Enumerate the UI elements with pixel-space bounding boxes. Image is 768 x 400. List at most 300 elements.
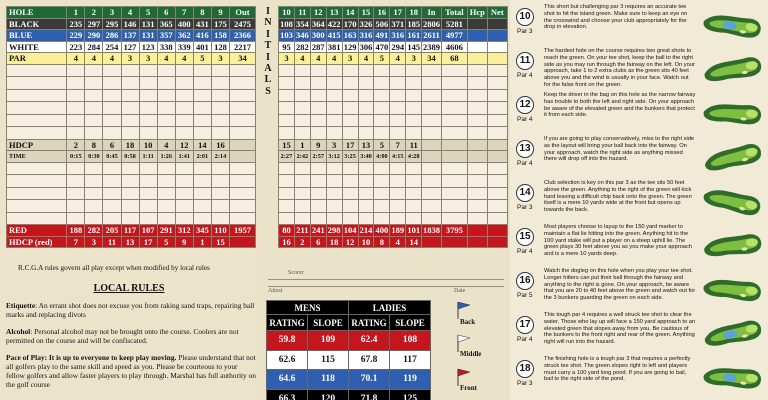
front-par-row-cell: 4 — [85, 53, 103, 65]
rating-cell: 67.8 — [349, 350, 390, 370]
score-entry-cell[interactable] — [279, 127, 295, 140]
score-entry-cell[interactable] — [422, 175, 442, 188]
score-entry-cell[interactable] — [310, 175, 326, 188]
score-entry-cell[interactable] — [441, 175, 467, 188]
score-entry-cell[interactable] — [487, 102, 507, 115]
score-entry-cell[interactable] — [467, 114, 487, 127]
score-entry-cell[interactable] — [294, 212, 310, 225]
score-entry-cell[interactable] — [139, 187, 157, 200]
score-entry-cell[interactable] — [211, 162, 229, 175]
score-entry-cell[interactable] — [422, 77, 442, 90]
front-nine-scorecard — [6, 6, 256, 248]
score-entry-cell[interactable] — [211, 64, 229, 77]
score-entry-cell[interactable] — [310, 77, 326, 90]
score-entry-cell[interactable] — [467, 212, 487, 225]
score-entry-cell[interactable] — [441, 127, 467, 140]
score-entry-cell[interactable] — [342, 212, 358, 225]
score-entry-cell[interactable] — [67, 175, 85, 188]
front-hdcp-red-row-cell: 1 — [193, 236, 211, 248]
hole-12-guide — [510, 90, 768, 134]
score-entry-cell[interactable] — [294, 89, 310, 102]
score-entry-cell[interactable] — [358, 175, 374, 188]
score-entry-cell[interactable] — [193, 200, 211, 213]
rating-cell: 70.1 — [349, 370, 390, 390]
score-entry-cell[interactable] — [121, 64, 139, 77]
front-red-tee-row-cell: RED — [7, 225, 67, 237]
score-entry-cell[interactable] — [374, 127, 390, 140]
score-entry-cell[interactable] — [406, 64, 422, 77]
score-entry-cell[interactable] — [342, 77, 358, 90]
score-entry-cell[interactable] — [342, 114, 358, 127]
score-entry-cell[interactable] — [279, 114, 295, 127]
score-entry-cell[interactable] — [294, 200, 310, 213]
score-entry-cell[interactable] — [157, 64, 175, 77]
score-entry-cell[interactable] — [294, 102, 310, 115]
score-entry-cell[interactable] — [175, 64, 193, 77]
back-header-row-cell: 11 — [294, 7, 310, 19]
score-entry-cell[interactable] — [7, 212, 67, 225]
score-entry-cell[interactable] — [374, 102, 390, 115]
score-entry-cell[interactable] — [85, 102, 103, 115]
score-entry-cell[interactable] — [310, 89, 326, 102]
score-entry-cell[interactable] — [211, 175, 229, 188]
score-entry-cell[interactable] — [279, 102, 295, 115]
score-entry-cell[interactable] — [193, 114, 211, 127]
score-entry-cell[interactable] — [139, 64, 157, 77]
back-hdcp-row-cell — [467, 139, 487, 151]
score-entry-cell[interactable] — [139, 200, 157, 213]
front-hdcp-row-cell: 18 — [121, 139, 139, 151]
score-entry-cell[interactable] — [326, 102, 342, 115]
score-entry-cell[interactable] — [157, 200, 175, 213]
score-entry-cell[interactable] — [121, 89, 139, 102]
score-entry-cell[interactable] — [390, 89, 406, 102]
score-entry-cell[interactable] — [7, 162, 67, 175]
score-entry-cell[interactable] — [467, 200, 487, 213]
back-time-row-cell: 2:57 — [310, 151, 326, 163]
score-entry-cell[interactable] — [85, 114, 103, 127]
score-entry-cell[interactable] — [422, 212, 442, 225]
score-entry-cell[interactable] — [358, 89, 374, 102]
score-entry-cell[interactable] — [390, 102, 406, 115]
score-entry-cell[interactable] — [326, 187, 342, 200]
score-entry-cell[interactable] — [342, 102, 358, 115]
score-entry-cell[interactable] — [229, 77, 255, 90]
score-entry-cell[interactable] — [121, 162, 139, 175]
score-entry-cell[interactable] — [7, 64, 67, 77]
score-entry-cell[interactable] — [390, 77, 406, 90]
score-entry-cell[interactable] — [342, 175, 358, 188]
score-entry-cell[interactable] — [7, 89, 67, 102]
score-entry-cell[interactable] — [310, 187, 326, 200]
score-entry-cell[interactable] — [139, 175, 157, 188]
score-entry-cell[interactable] — [342, 187, 358, 200]
score-entry-cell[interactable] — [279, 200, 295, 213]
score-entry-cell[interactable] — [229, 114, 255, 127]
score-entry-cell[interactable] — [139, 127, 157, 140]
score-entry-cell[interactable] — [67, 64, 85, 77]
score-entry-cell[interactable] — [175, 212, 193, 225]
score-entry-cell[interactable] — [294, 77, 310, 90]
score-entry-cell[interactable] — [326, 162, 342, 175]
score-entry-cell[interactable] — [310, 127, 326, 140]
score-entry-cell[interactable] — [441, 187, 467, 200]
score-entry-cell[interactable] — [67, 212, 85, 225]
score-entry-cell[interactable] — [422, 187, 442, 200]
score-entry-cell[interactable] — [374, 212, 390, 225]
score-entry-cell[interactable] — [358, 127, 374, 140]
score-entry-cell[interactable] — [7, 102, 67, 115]
score-entry-cell[interactable] — [193, 64, 211, 77]
score-entry-cell[interactable] — [374, 200, 390, 213]
score-entry-cell[interactable] — [422, 89, 442, 102]
score-entry-cell[interactable] — [326, 212, 342, 225]
score-entry-cell[interactable] — [310, 114, 326, 127]
score-entry-cell[interactable] — [193, 102, 211, 115]
back-header-row-cell: 16 — [374, 7, 390, 19]
attest-line[interactable] — [268, 286, 504, 287]
score-entry-cell[interactable] — [211, 200, 229, 213]
score-entry-cell[interactable] — [175, 114, 193, 127]
score-entry-cell[interactable] — [121, 212, 139, 225]
score-entry-cell[interactable] — [467, 64, 487, 77]
score-entry-cell[interactable] — [487, 175, 507, 188]
score-entry-cell[interactable] — [193, 212, 211, 225]
score-entry-cell[interactable] — [374, 187, 390, 200]
score-entry-cell[interactable] — [358, 64, 374, 77]
score-entry-cell[interactable] — [467, 102, 487, 115]
score-entry-cell[interactable] — [85, 127, 103, 140]
score-entry-cell[interactable] — [390, 64, 406, 77]
score-entry-cell[interactable] — [211, 102, 229, 115]
score-entry-cell[interactable] — [193, 175, 211, 188]
score-entry-cell[interactable] — [467, 127, 487, 140]
score-entry-cell[interactable] — [67, 102, 85, 115]
score-entry-cell[interactable] — [310, 102, 326, 115]
back-par-row-cell: 4 — [390, 53, 406, 65]
score-entry-cell[interactable] — [294, 127, 310, 140]
score-entry-cell[interactable] — [229, 212, 255, 225]
score-entry-cell[interactable] — [211, 77, 229, 90]
score-entry-cell[interactable] — [67, 114, 85, 127]
front-white-tee-row-cell: 128 — [211, 41, 229, 53]
score-entry-cell[interactable] — [358, 114, 374, 127]
score-entry-cell[interactable] — [294, 162, 310, 175]
score-entry-cell[interactable] — [229, 187, 255, 200]
score-entry-cell[interactable] — [211, 127, 229, 140]
front-hdcp-row-cell: 16 — [211, 139, 229, 151]
score-entry-cell[interactable] — [374, 175, 390, 188]
score-entry-cell[interactable] — [422, 64, 442, 77]
ratings-gender-header — [267, 301, 431, 315]
score-entry-cell[interactable] — [467, 175, 487, 188]
score-entry-cell[interactable] — [487, 187, 507, 200]
hole-description: Club selection is key on this par 3 as the tee sits 50 feet above the green. Anything to the right of the green will kick hard leaving a difficult chip back onto the green. The green itself is a mere 10 yards wide at the front but opens up towards the back. — [544, 180, 692, 214]
score-entry-cell[interactable] — [103, 77, 121, 90]
score-entry-cell[interactable] — [342, 89, 358, 102]
score-entry-cell[interactable] — [103, 114, 121, 127]
score-entry-cell[interactable] — [342, 162, 358, 175]
score-entry-cell[interactable] — [487, 77, 507, 90]
score-entry-cell[interactable] — [294, 175, 310, 188]
score-entry-cell[interactable] — [279, 89, 295, 102]
score-entry-cell[interactable] — [358, 77, 374, 90]
score-entry-cell[interactable] — [229, 200, 255, 213]
score-entry-cell[interactable] — [279, 162, 295, 175]
score-entry-cell[interactable] — [487, 89, 507, 102]
score-entry-cell[interactable] — [193, 89, 211, 102]
score-entry-cell[interactable] — [121, 114, 139, 127]
score-entry-cell[interactable] — [422, 102, 442, 115]
score-entry-cell[interactable] — [85, 64, 103, 77]
score-entry-cell[interactable] — [139, 212, 157, 225]
score-entry-cell[interactable] — [175, 127, 193, 140]
score-entry-cell[interactable] — [85, 162, 103, 175]
back-red-tee-row-cell: 3795 — [441, 225, 467, 237]
score-entry-cell[interactable] — [326, 114, 342, 127]
score-entry-cell[interactable] — [139, 114, 157, 127]
score-entry-cell[interactable] — [103, 64, 121, 77]
score-entry-cell[interactable] — [441, 77, 467, 90]
ratings-row — [267, 370, 431, 390]
score-entry-cell[interactable] — [103, 89, 121, 102]
score-entry-cell[interactable] — [374, 77, 390, 90]
score-entry-cell[interactable] — [175, 162, 193, 175]
score-entry-cell[interactable] — [390, 187, 406, 200]
score-entry-cell[interactable] — [406, 200, 422, 213]
score-entry-cell[interactable] — [467, 162, 487, 175]
scorer-line[interactable] — [268, 279, 504, 280]
score-entry-cell[interactable] — [7, 114, 67, 127]
score-entry-cell[interactable] — [139, 162, 157, 175]
score-entry-cell[interactable] — [441, 102, 467, 115]
score-entry-cell[interactable] — [390, 162, 406, 175]
score-entry-cell[interactable] — [85, 89, 103, 102]
score-entry-cell[interactable] — [487, 212, 507, 225]
score-entry-cell[interactable] — [157, 102, 175, 115]
back-red-tee-row-cell: 189 — [391, 225, 405, 236]
back-red-tee-row-cell — [467, 225, 487, 237]
front-hdcp-row-cell: 2 — [67, 139, 85, 151]
score-entry-cell[interactable] — [103, 102, 121, 115]
score-entry-cell[interactable] — [406, 77, 422, 90]
score-entry-cell[interactable] — [406, 89, 422, 102]
score-entry-cell[interactable] — [390, 212, 406, 225]
score-entry-cell[interactable] — [175, 175, 193, 188]
score-entry-cell[interactable] — [310, 212, 326, 225]
score-entry-cell[interactable] — [67, 162, 85, 175]
score-entry-cell[interactable] — [67, 127, 85, 140]
score-entry-cell[interactable] — [374, 89, 390, 102]
score-entry-cell[interactable] — [229, 64, 255, 77]
score-entry-cell[interactable] — [121, 175, 139, 188]
front-par-row-cell: 4 — [157, 53, 175, 65]
score-entry-cell[interactable] — [487, 127, 507, 140]
score-entry-cell[interactable] — [85, 187, 103, 200]
score-entry-cell[interactable] — [103, 175, 121, 188]
score-entry-cell[interactable] — [390, 175, 406, 188]
score-entry-cell[interactable] — [487, 64, 507, 77]
score-entry-cell[interactable] — [441, 89, 467, 102]
score-entry-cell[interactable] — [85, 212, 103, 225]
score-entry-cell[interactable] — [103, 212, 121, 225]
score-entry-cell[interactable] — [157, 175, 175, 188]
score-entry-cell[interactable] — [279, 187, 295, 200]
score-entry-cell[interactable] — [326, 77, 342, 90]
score-entry-cell[interactable] — [85, 200, 103, 213]
score-entry-cell[interactable] — [390, 127, 406, 140]
score-entry-cell[interactable] — [390, 200, 406, 213]
score-entry-cell[interactable] — [157, 89, 175, 102]
score-entry-cell[interactable] — [441, 114, 467, 127]
score-entry-cell[interactable] — [139, 89, 157, 102]
front-white-tee-row-cell: 284 — [85, 41, 103, 53]
score-entry-cell[interactable] — [157, 162, 175, 175]
score-entry-cell[interactable] — [358, 212, 374, 225]
score-entry-cell[interactable] — [358, 162, 374, 175]
score-entry-cell[interactable] — [7, 77, 67, 90]
score-entry-cell[interactable] — [229, 89, 255, 102]
score-entry-cell[interactable] — [211, 114, 229, 127]
score-entry-cell[interactable] — [294, 64, 310, 77]
score-entry-cell[interactable] — [310, 64, 326, 77]
score-entry-cell[interactable] — [467, 89, 487, 102]
score-entry-cell[interactable] — [342, 127, 358, 140]
hole-layout-map-icon — [700, 48, 766, 88]
score-entry-cell[interactable] — [467, 77, 487, 90]
score-entry-cell[interactable] — [326, 89, 342, 102]
score-entry-cell[interactable] — [422, 114, 442, 127]
score-entry-cell[interactable] — [103, 162, 121, 175]
score-entry-cell[interactable] — [103, 200, 121, 213]
score-entry-cell[interactable] — [406, 102, 422, 115]
front-white-tee-row-cell: 401 — [193, 41, 211, 53]
score-entry-cell[interactable] — [326, 64, 342, 77]
score-entry-cell[interactable] — [103, 127, 121, 140]
score-entry-cell[interactable] — [358, 187, 374, 200]
score-entry-cell[interactable] — [358, 102, 374, 115]
score-entry-cell[interactable] — [157, 187, 175, 200]
score-entry-cell[interactable] — [121, 77, 139, 90]
score-entry-cell[interactable] — [310, 162, 326, 175]
score-entry-cell[interactable] — [487, 162, 507, 175]
score-entry-cell[interactable] — [487, 200, 507, 213]
score-entry-cell[interactable] — [157, 212, 175, 225]
score-entry-cell[interactable] — [326, 200, 342, 213]
score-entry-cell[interactable] — [175, 187, 193, 200]
score-entry-cell[interactable] — [310, 200, 326, 213]
hole-description: If you are going to play conservatively, miss to the right side as the layout will bring your ball back into the fairway. On your approach, watch the right side as anything missed there will drop off into the hazard. — [544, 136, 695, 163]
score-entry-cell[interactable] — [441, 200, 467, 213]
score-entry-cell[interactable] — [139, 77, 157, 90]
score-entry-cell[interactable] — [279, 212, 295, 225]
score-entry-cell[interactable] — [390, 114, 406, 127]
score-entry-cell[interactable] — [193, 187, 211, 200]
score-entry-cell[interactable] — [326, 175, 342, 188]
score-entry-cell[interactable] — [441, 212, 467, 225]
score-entry-cell[interactable] — [193, 77, 211, 90]
score-entry-cell[interactable] — [103, 187, 121, 200]
score-entry-cell[interactable] — [374, 64, 390, 77]
score-entry-cell[interactable] — [279, 77, 295, 90]
hole-number-badge: 16 — [516, 272, 534, 290]
score-entry-cell[interactable] — [342, 200, 358, 213]
score-entry-cell[interactable] — [67, 187, 85, 200]
score-entry-cell[interactable] — [406, 162, 422, 175]
score-entry-cell[interactable] — [211, 89, 229, 102]
score-entry-cell[interactable] — [342, 64, 358, 77]
score-entry-cell[interactable] — [358, 200, 374, 213]
score-entry-cell[interactable] — [229, 127, 255, 140]
score-entry-cell[interactable] — [157, 77, 175, 90]
score-entry-cell[interactable] — [406, 187, 422, 200]
back-time-row-cell: 4:28 — [406, 151, 422, 163]
score-entry-cell[interactable] — [406, 114, 422, 127]
score-entry-cell[interactable] — [406, 212, 422, 225]
score-entry-cell[interactable] — [7, 175, 67, 188]
score-entry-cell[interactable] — [487, 114, 507, 127]
score-entry-cell[interactable] — [67, 89, 85, 102]
back-hdcp-row-cell: 3 — [326, 139, 342, 151]
front-black-tee-row-cell: 175 — [211, 18, 229, 30]
score-entry-cell[interactable] — [441, 162, 467, 175]
score-entry-cell[interactable] — [175, 89, 193, 102]
score-entry-cell[interactable] — [157, 127, 175, 140]
score-entry-cell[interactable] — [294, 114, 310, 127]
score-entry-cell[interactable] — [121, 127, 139, 140]
score-entry-cell[interactable] — [229, 162, 255, 175]
score-entry-cell[interactable] — [175, 102, 193, 115]
score-entry-cell[interactable] — [406, 127, 422, 140]
score-entry-cell[interactable] — [121, 187, 139, 200]
score-entry-cell[interactable] — [85, 175, 103, 188]
score-entry-cell[interactable] — [193, 162, 211, 175]
score-entry-cell[interactable] — [175, 77, 193, 90]
score-entry-cell[interactable] — [157, 114, 175, 127]
front-header-row-cell: 5 — [139, 7, 157, 19]
score-entry-cell[interactable] — [326, 127, 342, 140]
score-entry-cell[interactable] — [422, 200, 442, 213]
score-entry-cell[interactable] — [211, 212, 229, 225]
score-entry-cell[interactable] — [441, 64, 467, 77]
score-entry-cell[interactable] — [67, 77, 85, 90]
score-entry-cell[interactable] — [121, 200, 139, 213]
score-entry-cell[interactable] — [279, 175, 295, 188]
score-entry-cell[interactable] — [121, 102, 139, 115]
score-entry-cell[interactable] — [294, 187, 310, 200]
score-entry-cell[interactable] — [229, 102, 255, 115]
score-entry-cell[interactable] — [7, 200, 67, 213]
score-entry-cell[interactable] — [211, 187, 229, 200]
back-time-row-cell: 2:42 — [294, 151, 310, 163]
score-entry-cell[interactable] — [279, 64, 295, 77]
score-entry-cell[interactable] — [193, 127, 211, 140]
score-entry-cell[interactable] — [374, 114, 390, 127]
score-entry-cell[interactable] — [175, 200, 193, 213]
score-entry-cell[interactable] — [7, 127, 67, 140]
score-entry-cell[interactable] — [406, 175, 422, 188]
score-entry-cell[interactable] — [67, 200, 85, 213]
score-entry-cell[interactable] — [422, 127, 442, 140]
score-entry-cell[interactable] — [85, 77, 103, 90]
score-entry-cell[interactable] — [467, 187, 487, 200]
score-entry-cell[interactable] — [7, 187, 67, 200]
back-hdcp-row-cell: 9 — [310, 139, 326, 151]
score-entry-cell[interactable] — [139, 102, 157, 115]
score-entry-cell[interactable] — [229, 175, 255, 188]
score-entry-cell[interactable] — [374, 162, 390, 175]
score-entry-cell[interactable] — [422, 162, 442, 175]
